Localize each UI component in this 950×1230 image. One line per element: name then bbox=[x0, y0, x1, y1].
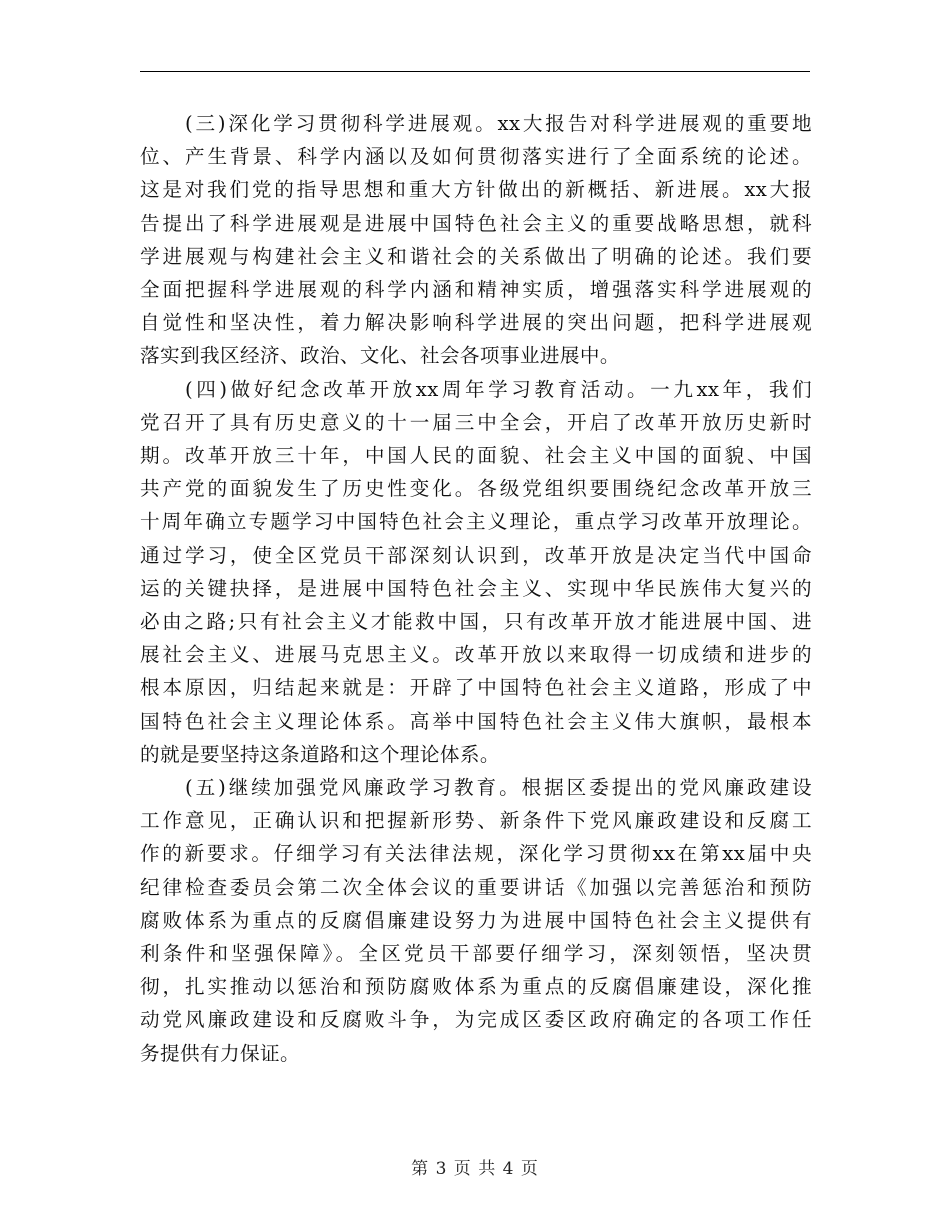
text-line: 彻，扎实推动以惩治和预防腐败体系为重点的反腐倡廉建设，深化推 bbox=[140, 975, 812, 999]
text-line: 党召开了具有历史意义的十一届三中全会，开启了改革开放历史新时 bbox=[140, 410, 812, 434]
text-line: 国特色社会主义理论体系。高举中国特色社会主义伟大旗帜，最根本 bbox=[140, 709, 812, 733]
text-line: 告提出了科学进展观是进展中国特色社会主义的重要战略思想，就科 bbox=[140, 211, 812, 235]
text-line: 必由之路;只有社会主义才能救中国，只有改革开放才能进展中国、进 bbox=[140, 610, 812, 634]
text-line: 利条件和坚强保障》。全区党员干部要仔细学习，深刻领悟，坚决贯 bbox=[140, 942, 812, 966]
text-line: 运的关键抉择，是进展中国特色社会主义、实现中华民族伟大复兴的 bbox=[140, 576, 812, 600]
text-line: (三)深化学习贯彻科学进展观。xx大报告对科学进展观的重要地 bbox=[185, 112, 812, 135]
paragraph-3 bbox=[140, 107, 812, 373]
text-line: 务提供有力保证。 bbox=[140, 1041, 300, 1065]
document-body bbox=[140, 107, 812, 1070]
text-line: 自觉性和坚决性，着力解决影响科学进展的突出问题，把科学进展观 bbox=[140, 311, 812, 335]
text-line: 共产党的面貌发生了历史性变化。各级党组织要围绕纪念改革开放三 bbox=[140, 477, 812, 501]
header-rule bbox=[140, 71, 810, 72]
text-line: 期。改革开放三十年，中国人民的面貌、社会主义中国的面貌、中国 bbox=[140, 444, 812, 468]
paragraph-4 bbox=[140, 373, 812, 771]
text-line: 落实到我区经济、政治、文化、社会各项事业进展中。 bbox=[140, 344, 620, 368]
text-line: 这是对我们党的指导思想和重大方针做出的新概括、新进展。xx大报 bbox=[140, 178, 812, 202]
text-line: 的就是要坚持这条道路和这个理论体系。 bbox=[140, 742, 500, 766]
text-line: 根本原因，归结起来就是：开辟了中国特色社会主义道路，形成了中 bbox=[140, 676, 812, 700]
text-line: 动党风廉政建设和反腐败斗争，为完成区委区政府确定的各项工作任 bbox=[140, 1008, 812, 1032]
text-line: 作的新要求。仔细学习有关法律法规，深化学习贯彻xx在第xx届中央 bbox=[140, 842, 812, 866]
text-line: (五)继续加强党风廉政学习教育。根据区委提出的党风廉政建设 bbox=[185, 776, 812, 800]
text-line: 展社会主义、进展马克思主义。改革开放以来取得一切成绩和进步的 bbox=[140, 643, 812, 667]
page-number-footer: 第 3 页 共 4 页 bbox=[411, 1159, 539, 1179]
text-line: 全面把握科学进展观的科学内涵和精神实质，增强落实科学进展观的 bbox=[140, 278, 812, 302]
text-line: 位、产生背景、科学内涵以及如何贯彻落实进行了全面系统的论述。 bbox=[140, 145, 812, 169]
text-line: 通过学习，使全区党员干部深刻认识到，改革开放是决定当代中国命 bbox=[140, 543, 812, 567]
text-line: 工作意见，正确认识和把握新形势、新条件下党风廉政建设和反腐工 bbox=[140, 809, 812, 833]
text-line: 十周年确立专题学习中国特色社会主义理论，重点学习改革开放理论。 bbox=[140, 510, 812, 534]
text-line: 腐败体系为重点的反腐倡廉建设努力为进展中国特色社会主义提供有 bbox=[140, 908, 812, 932]
text-line: 纪律检查委员会第二次全体会议的重要讲话《加强以完善惩治和预防 bbox=[140, 875, 812, 899]
text-line: 学进展观与构建社会主义和谐社会的关系做出了明确的论述。我们要 bbox=[140, 244, 812, 268]
paragraph-5 bbox=[140, 771, 812, 1070]
text-line: (四)做好纪念改革开放xx周年学习教育活动。一九xx年，我们 bbox=[185, 377, 812, 401]
